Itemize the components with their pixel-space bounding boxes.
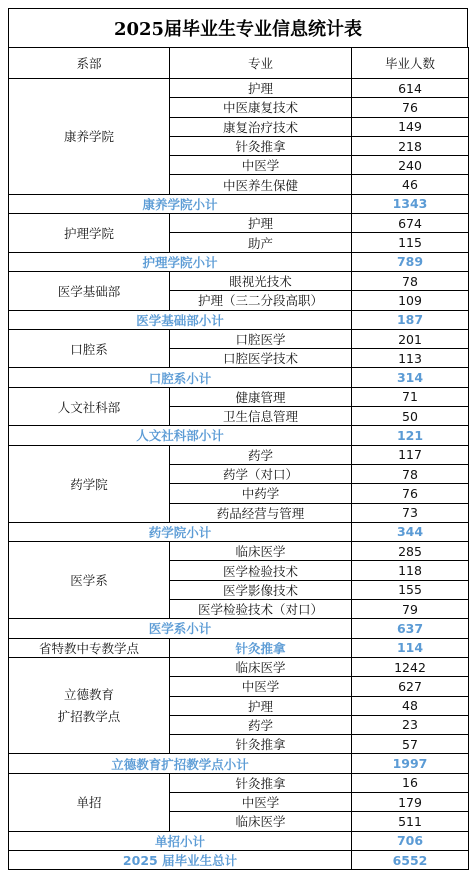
major-cell: 中医学 bbox=[170, 792, 352, 811]
count-cell: 118 bbox=[352, 561, 469, 580]
dept-cell: 口腔系 bbox=[9, 329, 170, 368]
major-cell: 针灸推拿 bbox=[170, 773, 352, 792]
total-row bbox=[9, 850, 469, 869]
statistics-sheet bbox=[8, 8, 468, 870]
subtotal-row bbox=[9, 619, 469, 638]
major-cell: 医学影像技术 bbox=[170, 580, 352, 599]
major-cell: 眼视光技术 bbox=[170, 271, 352, 290]
major-cell: 健康管理 bbox=[170, 387, 352, 406]
major-cell: 药学（对口） bbox=[170, 464, 352, 483]
table-row bbox=[9, 214, 469, 233]
total-label: 2025 届毕业生总计 bbox=[9, 850, 352, 869]
major-cell: 护理 bbox=[170, 79, 352, 98]
table-title: 2025届毕业生专业信息统计表 bbox=[8, 8, 468, 47]
header-count: 毕业人数 bbox=[352, 48, 469, 79]
table-body bbox=[9, 79, 469, 870]
major-cell: 中医康复技术 bbox=[170, 98, 352, 117]
subtotal-row bbox=[9, 522, 469, 541]
subtotal-row bbox=[9, 831, 469, 850]
subtotal-count: 1997 bbox=[352, 754, 469, 773]
major-cell: 针灸推拿 bbox=[170, 638, 352, 657]
count-cell: 23 bbox=[352, 715, 469, 734]
subtotal-label: 康养学院小计 bbox=[9, 194, 352, 213]
count-cell: 71 bbox=[352, 387, 469, 406]
count-cell: 218 bbox=[352, 136, 469, 155]
count-cell: 149 bbox=[352, 117, 469, 136]
major-cell: 中医养生保健 bbox=[170, 175, 352, 194]
major-cell: 口腔医学技术 bbox=[170, 349, 352, 368]
subtotal-count: 706 bbox=[352, 831, 469, 850]
dept-line: 扩招教学点 bbox=[57, 708, 121, 724]
count-cell: 76 bbox=[352, 484, 469, 503]
count-cell: 78 bbox=[352, 464, 469, 483]
major-cell: 护理 bbox=[170, 696, 352, 715]
count-cell: 113 bbox=[352, 349, 469, 368]
dept-line: 立德教育 bbox=[63, 686, 114, 702]
major-cell: 临床医学 bbox=[170, 657, 352, 676]
subtotal-label: 口腔系小计 bbox=[9, 368, 352, 387]
subtotal-count: 187 bbox=[352, 310, 469, 329]
count-cell: 48 bbox=[352, 696, 469, 715]
header-dept: 系部 bbox=[9, 48, 170, 79]
count-cell: 627 bbox=[352, 677, 469, 696]
count-cell: 78 bbox=[352, 271, 469, 290]
subtotal-row bbox=[9, 310, 469, 329]
major-cell: 中医学 bbox=[170, 677, 352, 696]
count-cell: 1242 bbox=[352, 657, 469, 676]
graduates-table bbox=[8, 47, 469, 870]
table-row bbox=[9, 271, 469, 290]
count-cell: 16 bbox=[352, 773, 469, 792]
count-cell: 179 bbox=[352, 792, 469, 811]
count-cell: 155 bbox=[352, 580, 469, 599]
dept-cell: 医学基础部 bbox=[9, 271, 170, 310]
major-cell: 药品经营与管理 bbox=[170, 503, 352, 522]
table-row bbox=[9, 638, 469, 657]
major-cell: 针灸推拿 bbox=[170, 136, 352, 155]
dept-cell: 医学系 bbox=[9, 542, 170, 619]
major-cell: 中医学 bbox=[170, 156, 352, 175]
major-cell: 口腔医学 bbox=[170, 329, 352, 348]
subtotal-label: 药学院小计 bbox=[9, 522, 352, 541]
count-cell: 614 bbox=[352, 79, 469, 98]
table-row bbox=[9, 657, 469, 676]
major-cell: 药学 bbox=[170, 445, 352, 464]
dept-cell: 药学院 bbox=[9, 445, 170, 522]
major-cell: 卫生信息管理 bbox=[170, 407, 352, 426]
major-cell: 临床医学 bbox=[170, 542, 352, 561]
table-row bbox=[9, 387, 469, 406]
count-cell: 46 bbox=[352, 175, 469, 194]
dept-cell bbox=[9, 657, 170, 753]
count-cell: 57 bbox=[352, 735, 469, 754]
count-cell: 115 bbox=[352, 233, 469, 252]
major-cell: 康复治疗技术 bbox=[170, 117, 352, 136]
major-cell: 护理（三二分段高职） bbox=[170, 291, 352, 310]
subtotal-label: 护理学院小计 bbox=[9, 252, 352, 271]
count-cell: 674 bbox=[352, 214, 469, 233]
header-major: 专业 bbox=[170, 48, 352, 79]
dept-cell: 人文社科部 bbox=[9, 387, 170, 426]
count-cell: 240 bbox=[352, 156, 469, 175]
subtotal-count: 789 bbox=[352, 252, 469, 271]
major-cell: 医学检验技术 bbox=[170, 561, 352, 580]
count-cell: 511 bbox=[352, 812, 469, 831]
subtotal-label: 医学基础部小计 bbox=[9, 310, 352, 329]
table-row bbox=[9, 79, 469, 98]
count-cell: 285 bbox=[352, 542, 469, 561]
table-row bbox=[9, 445, 469, 464]
subtotal-label: 人文社科部小计 bbox=[9, 426, 352, 445]
subtotal-count: 344 bbox=[352, 522, 469, 541]
major-cell: 临床医学 bbox=[170, 812, 352, 831]
table-row bbox=[9, 329, 469, 348]
subtotal-row bbox=[9, 754, 469, 773]
subtotal-row bbox=[9, 426, 469, 445]
subtotal-row bbox=[9, 194, 469, 213]
dept-cell: 省特教中专教学点 bbox=[9, 638, 170, 657]
dept-cell: 护理学院 bbox=[9, 214, 170, 253]
table-row bbox=[9, 542, 469, 561]
subtotal-row bbox=[9, 368, 469, 387]
major-cell: 护理 bbox=[170, 214, 352, 233]
count-cell: 109 bbox=[352, 291, 469, 310]
major-cell: 医学检验技术（对口） bbox=[170, 600, 352, 619]
subtotal-count: 637 bbox=[352, 619, 469, 638]
table-row bbox=[9, 773, 469, 792]
count-cell: 50 bbox=[352, 407, 469, 426]
subtotal-count: 121 bbox=[352, 426, 469, 445]
subtotal-count: 1343 bbox=[352, 194, 469, 213]
major-cell: 中药学 bbox=[170, 484, 352, 503]
count-cell: 117 bbox=[352, 445, 469, 464]
subtotal-count: 314 bbox=[352, 368, 469, 387]
count-cell: 76 bbox=[352, 98, 469, 117]
dept-cell: 康养学院 bbox=[9, 79, 170, 195]
subtotal-label: 立德教育扩招教学点小计 bbox=[9, 754, 352, 773]
major-cell: 助产 bbox=[170, 233, 352, 252]
header-row bbox=[9, 48, 469, 79]
total-count: 6552 bbox=[352, 850, 469, 869]
major-cell: 药学 bbox=[170, 715, 352, 734]
count-cell: 79 bbox=[352, 600, 469, 619]
subtotal-label: 单招小计 bbox=[9, 831, 352, 850]
dept-cell: 单招 bbox=[9, 773, 170, 831]
count-cell: 73 bbox=[352, 503, 469, 522]
count-cell: 114 bbox=[352, 638, 469, 657]
major-cell: 针灸推拿 bbox=[170, 735, 352, 754]
subtotal-row bbox=[9, 252, 469, 271]
count-cell: 201 bbox=[352, 329, 469, 348]
subtotal-label: 医学系小计 bbox=[9, 619, 352, 638]
